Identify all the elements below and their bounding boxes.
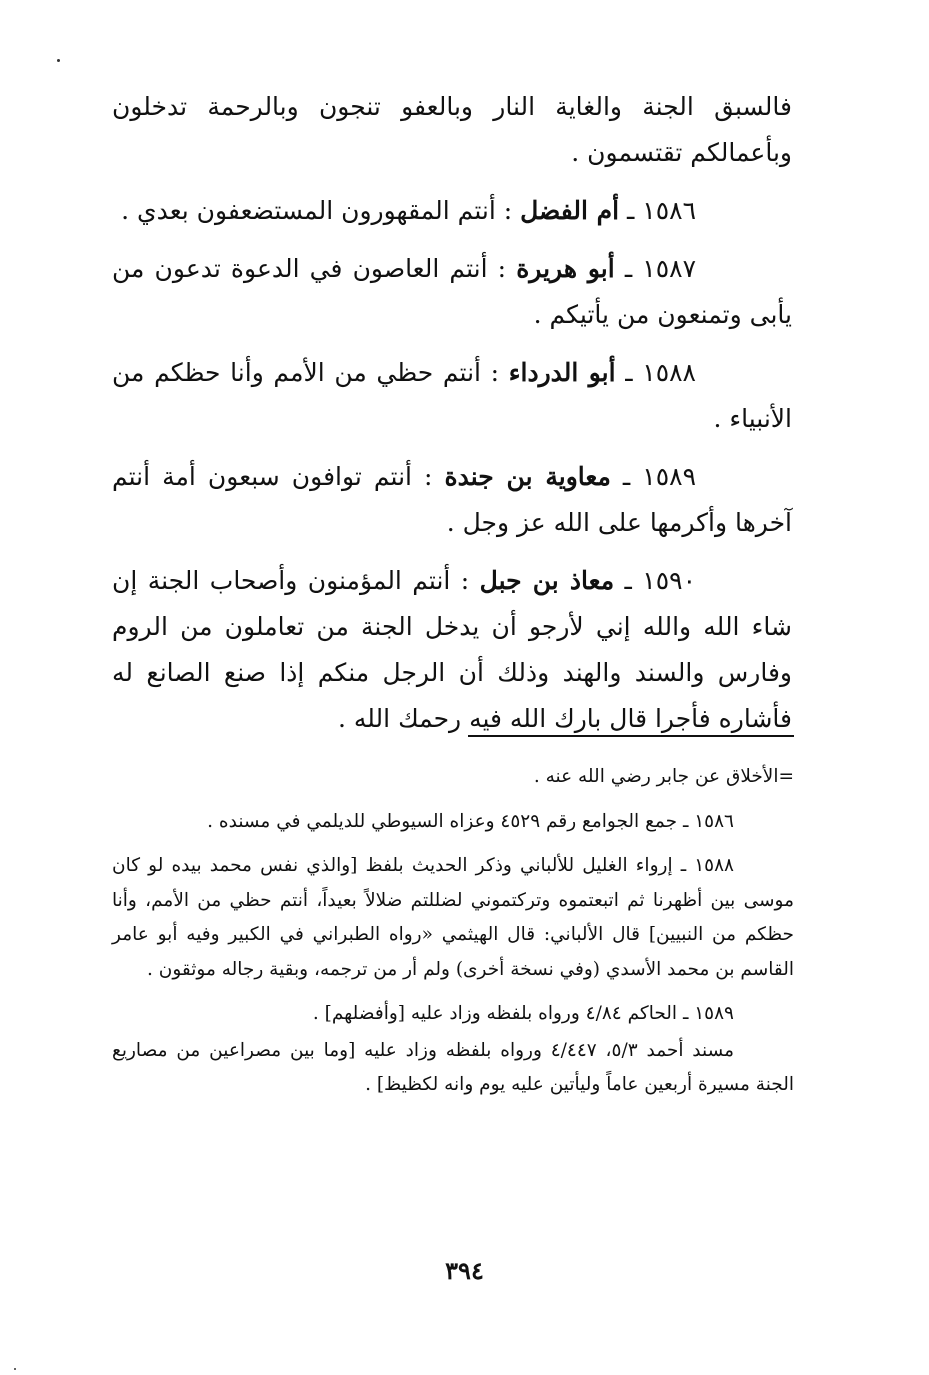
footnote-separator [468, 735, 794, 737]
footnote-number: ١٥٨٩ [694, 1003, 734, 1024]
footnote-text: إرواء الغليل للألباني وذكر الحديث بلفظ [والذي نفس محمد بيده لو كان موسى بين أظهرنا ثم اتبعتموه وتركتموني لضللتم ضلالاً بعيداً، أنتم حظي من الأمم، وأنا حظكم من النبيين] قال الألباني: قال الهيثمي «رواه الطبراني في الكبير وفيه أبو عامر القاسم بن محمد الأسدي (وفي نسخة أخرى) ولم أر من ترجمه، وبقية رجاله موثقون . [112, 855, 794, 980]
footnote: ١٥٨٦ ـ جمع الجوامع رقم ٤٥٢٩ وعزاه السيوطي للديلمي في مسنده . [207, 810, 734, 832]
hadith-entry: ١٥٩٠ ـ معاذ بن جبل : أنتم المؤمنون وأصحاب الجنة إن شاء الله والله إني لأرجو أن يدخل الجنة من تعاملون من الروم وفارس والسند والهند وذلك أن الرجل منكم إذا صنع الصانع له فأشاره فأجرا قال بارك الله فيه رحمك الله . [112, 566, 792, 733]
entry-number: ١٥٨٨ [642, 358, 696, 387]
intro-paragraph: فالسبق الجنة والغاية النار وبالعفو تنجون وبالرحمة تدخلون وبأعمالكم تقتسمون . [112, 92, 792, 167]
footnote-text: جمع الجوامع رقم ٤٥٢٩ وعزاه السيوطي للديلمي في مسنده . [207, 810, 678, 832]
footnote: ١٥٨٨ ـ إرواء الغليل للألباني وذكر الحديث بلفظ [والذي نفس محمد بيده لو كان موسى بين أظهرنا ثم اتبعتموه وتركتموني لضللتم ضلالاً بعيداً، أنتم حظي من الأمم، وأنا حظكم من النبيين] قال الألباني: قال الهيثمي «رواه الطبراني في الكبير وفيه أبو عامر القاسم بن محمد الأسدي (وفي نسخة أخرى) ولم أر من ترجمه، وبقية رجاله موثقون . [112, 855, 794, 980]
entry-narrator: أبو هريرة [516, 254, 615, 283]
entry-text: أنتم العاصون في الدعوة تدعون من يأبى وتمنعون من يأتيكم . [112, 254, 792, 329]
footnote-continuation [112, 760, 794, 795]
entry-number: ١٥٨٧ [642, 254, 696, 283]
entry-text: أنتم توافون سبعون أمة أنتم آخرها وأكرمها على الله عز وجل . [112, 462, 792, 537]
scan-speck [57, 59, 60, 62]
footnote-number: ١٥٨٦ [694, 810, 734, 832]
footnote-number: ١٥٨٨ [694, 855, 734, 876]
hadith-entry: ١٥٨٦ ـ أم الفضل : أنتم المقهورون المستضعفون بعدي . [121, 196, 696, 225]
footnote-text: الحاكم ٤/٨٤ ورواه بلفظه وزاد عليه [وأفضلهم] . [312, 1003, 678, 1024]
page-number: ٣٩٤ [445, 1256, 484, 1285]
main-text [112, 84, 792, 754]
entry-narrator: أبو الدرداء [508, 358, 616, 387]
footnote-text: مسند أحمد ٥/٣، ٤/٤٤٧ ورواه بلفظه وزاد عليه [وما بين مصراعين من مصاريع الجنة مسيرة أربعين عاماً وليأتين عليه يوم وانه لكظيظ] . [112, 1039, 794, 1095]
footnote: ١٥٨٩ ـ الحاكم ٤/٨٤ ورواه بلفظه وزاد عليه [وأفضلهم] . [312, 1003, 734, 1024]
hadith-entry: ١٥٨٨ ـ أبو الدرداء : أنتم حظي من الأمم وأنا حظكم من الأنبياء . [112, 358, 792, 433]
footnote-text: الأخلاق عن جابر رضي الله عنه . [533, 766, 779, 787]
footnotes [112, 760, 794, 1113]
entry-narrator: أم الفضل [520, 196, 620, 225]
entry-text: أنتم حظي من الأمم وأنا حظكم من الأنبياء . [112, 358, 792, 433]
entry-number: ١٥٨٦ [642, 196, 696, 225]
scan-speck [14, 1368, 16, 1370]
entry-number: ١٥٩٠ [642, 566, 696, 595]
continuation-mark: = [778, 766, 794, 787]
hadith-entry: ١٥٨٧ ـ أبو هريرة : أنتم العاصون في الدعوة تدعون من يأبى وتمنعون من يأتيكم . [112, 254, 792, 329]
entry-text: أنتم المقهورون المستضعفون بعدي . [121, 196, 496, 225]
entry-narrator: معاوية بن جندة [444, 462, 611, 491]
entry-narrator: معاذ بن جبل [479, 566, 615, 595]
entry-text: أنتم المؤمنون وأصحاب الجنة إن شاء الله والله إني لأرجو أن يدخل الجنة من تعاملون من الروم وفارس والسند والهند وذلك أن الرجل منكم إذا صنع الصانع له فأشاره فأجرا قال بارك الله فيه رحمك الله . [112, 566, 792, 733]
footnote-extra [112, 1034, 794, 1103]
hadith-entry: ١٥٨٩ ـ معاوية بن جندة : أنتم توافون سبعون أمة أنتم آخرها وأكرمها على الله عز وجل . [112, 462, 792, 537]
entry-number: ١٥٨٩ [642, 462, 696, 491]
